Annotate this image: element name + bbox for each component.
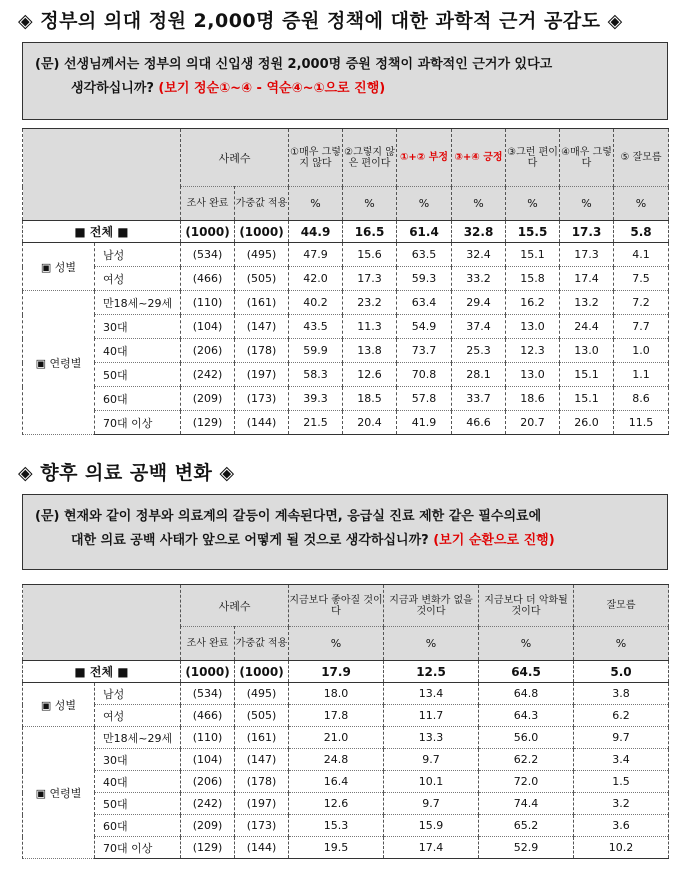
n-done: (129) <box>181 837 235 859</box>
n-done: (209) <box>181 387 235 411</box>
value-cell: 64.5 <box>479 661 574 683</box>
value-cell: 7.2 <box>614 291 669 315</box>
value-cell: 17.3 <box>560 221 614 243</box>
value-cell: 15.8 <box>506 267 560 291</box>
n-done: (110) <box>181 291 235 315</box>
group-label-gender: ▣ 성별 <box>23 243 95 291</box>
value-cell: 15.3 <box>289 815 384 837</box>
row-label: 만18세~29세 <box>95 727 181 749</box>
value-cell: 24.8 <box>289 749 384 771</box>
table-row <box>23 771 669 793</box>
value-cell: 10.1 <box>384 771 479 793</box>
section1-title: ◈ 정부의 의대 정원 2,000명 증원 정책에 대한 과학적 근거 공감도 ◈ <box>18 10 623 32</box>
n-done: (129) <box>181 411 235 435</box>
n-done: (209) <box>181 815 235 837</box>
n-weight: (505) <box>235 705 289 727</box>
n-weight: (161) <box>235 291 289 315</box>
n-done: (1000) <box>181 661 235 683</box>
section2-question-line2 <box>35 529 655 553</box>
pct-unit: % <box>479 627 574 661</box>
n-weight: (144) <box>235 837 289 859</box>
group-label-age: ▣ 연령별 <box>23 727 95 859</box>
table-row <box>23 315 669 339</box>
table-row <box>23 815 669 837</box>
table-row <box>23 411 669 435</box>
n-done: (242) <box>181 363 235 387</box>
value-cell: 43.5 <box>289 315 343 339</box>
section2-question-note: (보기 순환으로 진행) <box>433 533 555 548</box>
value-cell: 9.7 <box>574 727 669 749</box>
value-cell: 18.5 <box>343 387 397 411</box>
col-header-very-disagree: ①매우 그렇지 않다 <box>289 129 343 187</box>
n-weight: (197) <box>235 793 289 815</box>
value-cell: 7.5 <box>614 267 669 291</box>
value-cell: 11.3 <box>343 315 397 339</box>
pct-unit: % <box>289 627 384 661</box>
col-header-negative: ①+② 부정 <box>397 129 452 187</box>
row-label: 70대 이상 <box>95 411 181 435</box>
corner-cell <box>23 129 181 221</box>
n-done: (104) <box>181 749 235 771</box>
case-count-header: 사례수 <box>181 585 289 627</box>
value-cell: 15.1 <box>560 387 614 411</box>
value-cell: 59.3 <box>397 267 452 291</box>
row-label: ■ 전체 ■ <box>23 221 181 243</box>
value-cell: 11.7 <box>384 705 479 727</box>
value-cell: 39.3 <box>289 387 343 411</box>
value-cell: 10.2 <box>574 837 669 859</box>
value-cell: 72.0 <box>479 771 574 793</box>
row-label: 60대 <box>95 387 181 411</box>
row-label: 50대 <box>95 793 181 815</box>
n-weight: (1000) <box>235 221 289 243</box>
n-weight: (173) <box>235 387 289 411</box>
sub-header-done: 조사 완료 <box>181 627 235 661</box>
value-cell: 63.4 <box>397 291 452 315</box>
value-cell: 1.1 <box>614 363 669 387</box>
n-done: (206) <box>181 339 235 363</box>
value-cell: 58.3 <box>289 363 343 387</box>
value-cell: 17.4 <box>384 837 479 859</box>
value-cell: 13.0 <box>560 339 614 363</box>
pct-unit: % <box>506 187 560 221</box>
value-cell: 20.7 <box>506 411 560 435</box>
section2-question-text: 대한 의료 공백 사태가 앞으로 어떻게 될 것으로 생각하십니까? <box>71 533 429 548</box>
value-cell: 12.6 <box>289 793 384 815</box>
value-cell: 5.0 <box>574 661 669 683</box>
n-weight: (495) <box>235 243 289 267</box>
value-cell: 46.6 <box>452 411 506 435</box>
value-cell: 33.2 <box>452 267 506 291</box>
value-cell: 13.0 <box>506 363 560 387</box>
value-cell: 13.4 <box>384 683 479 705</box>
row-label: 40대 <box>95 771 181 793</box>
group-label-gender: ▣ 성별 <box>23 683 95 727</box>
section2-title: ◈ 향후 의료 공백 변화 ◈ <box>18 462 235 484</box>
value-cell: 17.9 <box>289 661 384 683</box>
row-label: 70대 이상 <box>95 837 181 859</box>
sub-header-weight: 가중값 적용 <box>235 627 289 661</box>
value-cell: 25.3 <box>452 339 506 363</box>
table-row-total <box>23 661 669 683</box>
pct-unit: % <box>560 187 614 221</box>
col-header-worse: 지금보다 더 악화될 것이다 <box>479 585 574 627</box>
table-row <box>23 837 669 859</box>
n-weight: (173) <box>235 815 289 837</box>
value-cell: 21.5 <box>289 411 343 435</box>
col-header-very-agree: ④매우 그렇다 <box>560 129 614 187</box>
value-cell: 18.6 <box>506 387 560 411</box>
value-cell: 28.1 <box>452 363 506 387</box>
n-done: (104) <box>181 315 235 339</box>
table-row <box>23 339 669 363</box>
value-cell: 65.2 <box>479 815 574 837</box>
value-cell: 29.4 <box>452 291 506 315</box>
pct-unit: % <box>343 187 397 221</box>
row-label: 30대 <box>95 749 181 771</box>
n-weight: (147) <box>235 315 289 339</box>
value-cell: 63.5 <box>397 243 452 267</box>
n-weight: (178) <box>235 771 289 793</box>
value-cell: 44.9 <box>289 221 343 243</box>
n-weight: (147) <box>235 749 289 771</box>
value-cell: 26.0 <box>560 411 614 435</box>
group-label-age: ▣ 연령별 <box>23 291 95 435</box>
value-cell: 13.0 <box>506 315 560 339</box>
section1-question-box <box>22 42 668 120</box>
value-cell: 23.2 <box>343 291 397 315</box>
n-done: (534) <box>181 243 235 267</box>
table-row <box>23 793 669 815</box>
value-cell: 61.4 <box>397 221 452 243</box>
n-done: (466) <box>181 267 235 291</box>
table-row <box>23 727 669 749</box>
table-row <box>23 749 669 771</box>
n-weight: (144) <box>235 411 289 435</box>
value-cell: 70.8 <box>397 363 452 387</box>
value-cell: 3.4 <box>574 749 669 771</box>
n-done: (110) <box>181 727 235 749</box>
row-label: ■ 전체 ■ <box>23 661 181 683</box>
section2-table <box>22 584 669 859</box>
value-cell: 17.4 <box>560 267 614 291</box>
value-cell: 12.6 <box>343 363 397 387</box>
value-cell: 6.2 <box>574 705 669 727</box>
value-cell: 20.4 <box>343 411 397 435</box>
pct-unit: % <box>614 187 669 221</box>
pct-unit: % <box>452 187 506 221</box>
section1-question-note: (보기 정순①~④ - 역순④~①으로 진행) <box>158 81 386 96</box>
value-cell: 17.3 <box>560 243 614 267</box>
n-done: (242) <box>181 793 235 815</box>
n-done: (1000) <box>181 221 235 243</box>
value-cell: 42.0 <box>289 267 343 291</box>
table-row <box>23 243 669 267</box>
row-label: 남성 <box>95 243 181 267</box>
value-cell: 3.2 <box>574 793 669 815</box>
section2-question-line1: (문) 현재와 같이 정부와 의료계의 갈등이 계속된다면, 응급실 진료 제한 같은 필수의료에 <box>35 509 542 524</box>
row-label: 만18세~29세 <box>95 291 181 315</box>
value-cell: 12.5 <box>384 661 479 683</box>
col-header-unknown: ⑤ 잘모름 <box>614 129 669 187</box>
value-cell: 8.6 <box>614 387 669 411</box>
value-cell: 64.8 <box>479 683 574 705</box>
n-weight: (505) <box>235 267 289 291</box>
value-cell: 47.9 <box>289 243 343 267</box>
sub-header-done: 조사 완료 <box>181 187 235 221</box>
table-row <box>23 705 669 727</box>
value-cell: 73.7 <box>397 339 452 363</box>
n-weight: (197) <box>235 363 289 387</box>
value-cell: 5.8 <box>614 221 669 243</box>
value-cell: 40.2 <box>289 291 343 315</box>
table-row <box>23 683 669 705</box>
value-cell: 17.8 <box>289 705 384 727</box>
row-label: 여성 <box>95 705 181 727</box>
value-cell: 56.0 <box>479 727 574 749</box>
value-cell: 15.5 <box>506 221 560 243</box>
table-row-total <box>23 221 669 243</box>
section1-question-line2 <box>35 77 655 101</box>
value-cell: 15.1 <box>506 243 560 267</box>
pct-unit: % <box>397 187 452 221</box>
section1-table <box>22 128 669 435</box>
section1-question-line1: (문) 선생님께서는 정부의 의대 신입생 정원 2,000명 증원 정책이 과학적인 근거가 있다고 <box>35 57 553 72</box>
n-done: (206) <box>181 771 235 793</box>
row-label: 60대 <box>95 815 181 837</box>
value-cell: 9.7 <box>384 793 479 815</box>
value-cell: 41.9 <box>397 411 452 435</box>
table-row <box>23 387 669 411</box>
table-row <box>23 363 669 387</box>
value-cell: 3.8 <box>574 683 669 705</box>
value-cell: 15.1 <box>560 363 614 387</box>
pct-unit: % <box>289 187 343 221</box>
value-cell: 54.9 <box>397 315 452 339</box>
sub-header-weight: 가중값 적용 <box>235 187 289 221</box>
col-header-positive: ③+④ 긍정 <box>452 129 506 187</box>
n-done: (466) <box>181 705 235 727</box>
row-label: 40대 <box>95 339 181 363</box>
value-cell: 64.3 <box>479 705 574 727</box>
n-weight: (178) <box>235 339 289 363</box>
row-label: 30대 <box>95 315 181 339</box>
value-cell: 1.0 <box>614 339 669 363</box>
n-done: (534) <box>181 683 235 705</box>
value-cell: 33.7 <box>452 387 506 411</box>
n-weight: (495) <box>235 683 289 705</box>
value-cell: 37.4 <box>452 315 506 339</box>
value-cell: 16.4 <box>289 771 384 793</box>
row-label: 남성 <box>95 683 181 705</box>
col-header-agree: ③그런 편이다 <box>506 129 560 187</box>
section1-question-text: 생각하십니까? <box>71 81 154 96</box>
n-weight: (161) <box>235 727 289 749</box>
value-cell: 12.3 <box>506 339 560 363</box>
col-header-better: 지금보다 좋아질 것이다 <box>289 585 384 627</box>
value-cell: 62.2 <box>479 749 574 771</box>
value-cell: 9.7 <box>384 749 479 771</box>
value-cell: 4.1 <box>614 243 669 267</box>
value-cell: 13.2 <box>560 291 614 315</box>
value-cell: 59.9 <box>289 339 343 363</box>
value-cell: 32.8 <box>452 221 506 243</box>
value-cell: 24.4 <box>560 315 614 339</box>
col-header-unknown: 잘모름 <box>574 585 669 627</box>
value-cell: 11.5 <box>614 411 669 435</box>
value-cell: 74.4 <box>479 793 574 815</box>
corner-cell <box>23 585 181 661</box>
table-row <box>23 291 669 315</box>
row-label: 50대 <box>95 363 181 387</box>
value-cell: 57.8 <box>397 387 452 411</box>
value-cell: 13.3 <box>384 727 479 749</box>
col-header-disagree: ②그렇지 않은 편이다 <box>343 129 397 187</box>
pct-unit: % <box>384 627 479 661</box>
value-cell: 21.0 <box>289 727 384 749</box>
n-weight: (1000) <box>235 661 289 683</box>
value-cell: 13.8 <box>343 339 397 363</box>
value-cell: 18.0 <box>289 683 384 705</box>
case-count-header: 사례수 <box>181 129 289 187</box>
row-label: 여성 <box>95 267 181 291</box>
value-cell: 15.6 <box>343 243 397 267</box>
value-cell: 17.3 <box>343 267 397 291</box>
value-cell: 15.9 <box>384 815 479 837</box>
section2-question-box <box>22 494 668 570</box>
value-cell: 1.5 <box>574 771 669 793</box>
value-cell: 3.6 <box>574 815 669 837</box>
pct-unit: % <box>574 627 669 661</box>
table-row <box>23 267 669 291</box>
value-cell: 52.9 <box>479 837 574 859</box>
col-header-no-change: 지금과 변화가 없을 것이다 <box>384 585 479 627</box>
value-cell: 32.4 <box>452 243 506 267</box>
value-cell: 16.5 <box>343 221 397 243</box>
value-cell: 7.7 <box>614 315 669 339</box>
value-cell: 19.5 <box>289 837 384 859</box>
value-cell: 16.2 <box>506 291 560 315</box>
